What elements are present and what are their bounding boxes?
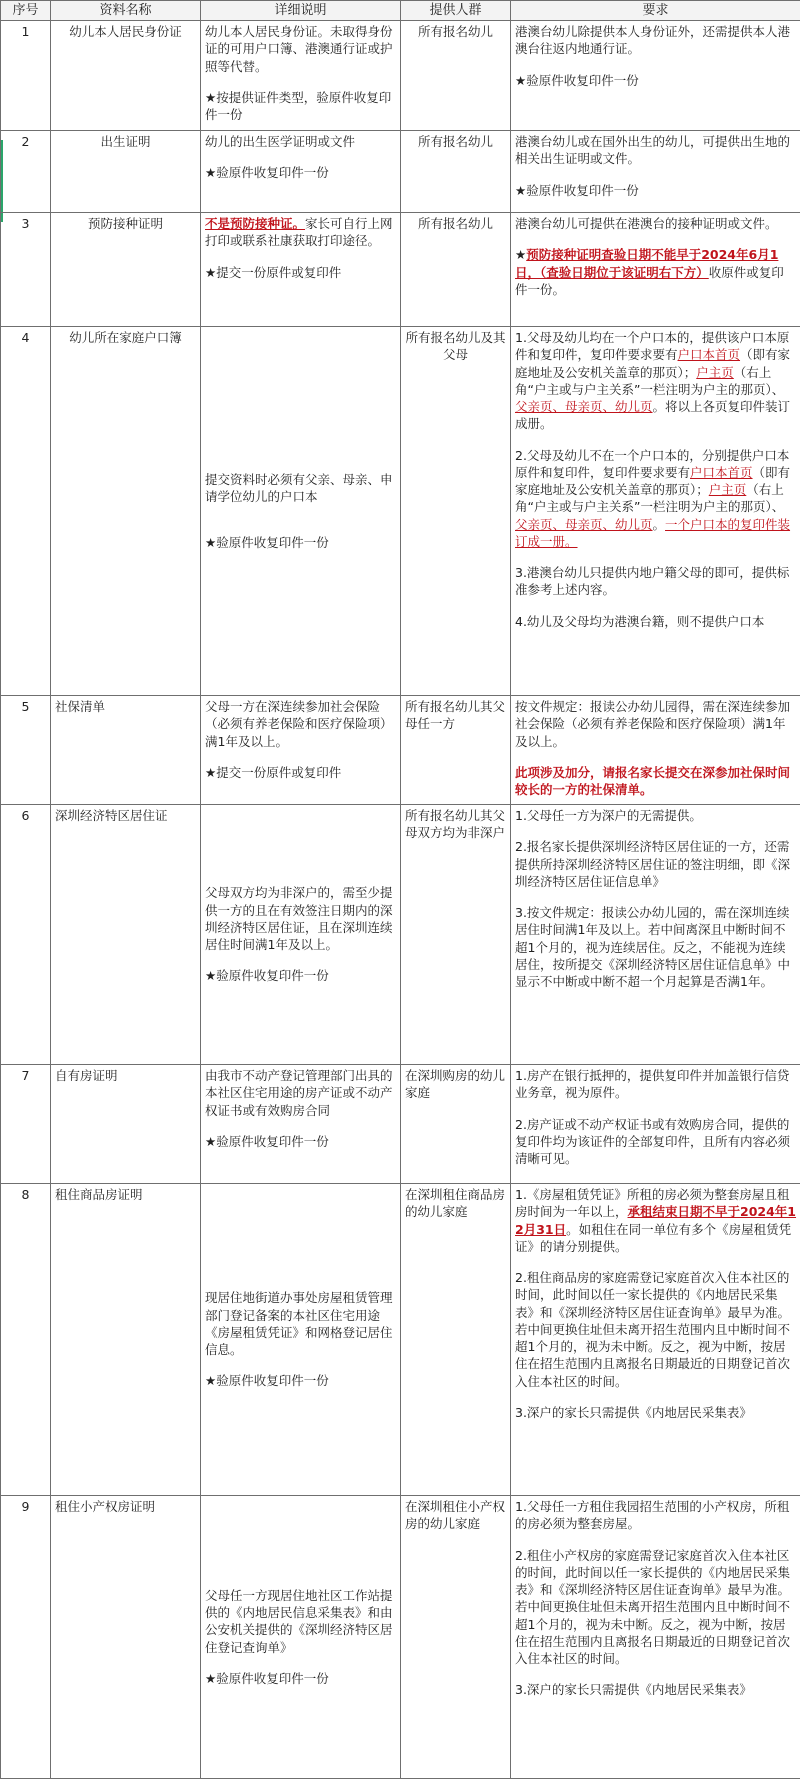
detail-text: 提交资料时必须有父亲、母亲、申请学位幼儿的户口本 bbox=[205, 472, 393, 505]
req-text: 。如租住在同一单位有多个《房屋租赁凭证》的请分别提供。 bbox=[515, 1221, 792, 1254]
req-rest: 收原件或复印件一份。 bbox=[515, 264, 784, 297]
req-item-3: 3.深户的家长只需提供《内地居民采集表》 bbox=[515, 1682, 752, 1698]
req-item-1: 1.房产在银行抵押的，提供复印件并加盖银行信贷业务章，视为原件。 bbox=[515, 1068, 790, 1101]
table-row bbox=[1, 1065, 800, 1184]
table-row bbox=[1, 327, 800, 696]
row-requirement bbox=[511, 21, 800, 131]
req-text: （即有家庭地址及公安机关盖章的那页）； bbox=[515, 347, 791, 380]
detail-text: 父母一方在深连续参加社会保险（必须有养老保险和医疗保险项）满1年及以上。 bbox=[205, 699, 393, 749]
row-group: 在深圳租住小产权房的幼儿家庭 bbox=[401, 1496, 511, 1779]
req-text: 港澳台幼儿或在国外出生的幼儿，可提供出生地的相关出生证明或文件。 bbox=[515, 134, 791, 167]
detail-text: 父母双方均为非深户的，需至少提供一方的且在有效签注日期内的深圳经济特区居住证，且在深圳连续居住时间满1年及以上。 bbox=[205, 885, 393, 953]
table-row bbox=[1, 1184, 800, 1496]
req-highlight: 父亲页、母亲页、幼儿页 bbox=[515, 399, 653, 414]
table-row bbox=[1, 131, 800, 213]
row-index: 8 bbox=[1, 1184, 51, 1496]
req-item-2 bbox=[515, 447, 796, 551]
table-row bbox=[1, 21, 800, 131]
detail-note: ★提交一份原件或复印件 bbox=[205, 264, 342, 280]
row-requirement bbox=[511, 805, 800, 1065]
req-item-3: 3.按文件规定：报读公办幼儿园的，需在深圳连续居住时间满1年及以上。若中间离深且中断时间不超1个月的，视为连续居住。反之，不能视为连续居住，按所提交《深圳经济特区居住证信息单》中显示不中断或中断不超一个月起算是否满1年。 bbox=[515, 905, 791, 989]
row-group: 所有报名幼儿其父母双方均为非深户 bbox=[401, 805, 511, 1065]
req-item-2: 2.租住小产权房的家庭需登记家庭首次入住本社区的时间，此时间以任一家长提供的《内地居民采集表》和《深圳经济特区居住证查询单》最早为准。若中间更换住址但未离开招生范围内且中断时间不超1个月的，视为未中断。反之，视为中断，按居住在招生范围内且离报名日期最近的日期登记首次入住本社区的时间。 bbox=[515, 1547, 791, 1666]
header-name: 资料名称 bbox=[51, 1, 201, 21]
row-detail bbox=[201, 131, 401, 213]
row-name: 幼儿所在家庭户口簿 bbox=[51, 327, 201, 696]
row-detail bbox=[201, 327, 401, 696]
row-group: 所有报名幼儿其父母任一方 bbox=[401, 696, 511, 805]
req-highlight: 户主页 bbox=[708, 482, 747, 497]
req-highlight: 户口本首页 bbox=[690, 464, 753, 480]
row-name: 幼儿本人居民身份证 bbox=[51, 21, 201, 131]
row-requirement bbox=[511, 1065, 800, 1184]
row-group: 所有报名幼儿 bbox=[401, 21, 511, 131]
row-index: 2 bbox=[1, 131, 51, 213]
header-detail: 详细说明 bbox=[201, 1, 401, 21]
row-detail bbox=[201, 1065, 401, 1184]
req-text: （右上角“户主或与户主关系”一栏注明为户主的那页）、 bbox=[515, 482, 785, 515]
table-row bbox=[1, 805, 800, 1065]
row-detail bbox=[201, 21, 401, 131]
row-group: 在深圳购房的幼儿家庭 bbox=[401, 1065, 511, 1184]
detail-text: 幼儿本人居民身份证。未取得身份证的可用户口簿、港澳通行证或护照等代替。 bbox=[205, 24, 393, 74]
req-item-3: 3.港澳台幼儿只提供内地户籍父母的即可，提供标准参考上述内容。 bbox=[515, 565, 790, 598]
req-item-3: 3.深户的家长只需提供《内地居民采集表》 bbox=[515, 1404, 752, 1420]
req-text: 港澳台幼儿除提供本人身份证外，还需提供本人港澳台往返内地通行证。 bbox=[515, 24, 791, 57]
table-row bbox=[1, 1496, 800, 1779]
row-requirement bbox=[511, 131, 800, 213]
row-index: 6 bbox=[1, 805, 51, 1065]
row-name: 租住小产权房证明 bbox=[51, 1496, 201, 1779]
req-text: 。将以上各页复印件装订成册。 bbox=[515, 399, 791, 432]
detail-note: ★验原件收复印件一份 bbox=[205, 1373, 329, 1389]
detail-text: 幼儿的出生医学证明或文件 bbox=[205, 134, 356, 149]
req-item-2: 2.租住商品房的家庭需登记家庭首次入住本社区的时间，此时间以任一家长提供的《内地居民采集表》和《深圳经济特区居住证查询单》最早为准。若中间更换住址但未离开招生范围内且中断时间不超1个月的，视为未中断。反之，视为中断，按居住在招生范围内且离报名日期最近的日期登记首次入住本社区的时间。 bbox=[515, 1270, 791, 1389]
detail-text: 父母任一方现居住地社区工作站提供的《内地居民信息采集表》和由公安机关提供的《深圳经济特区居住登记查询单》 bbox=[205, 1587, 393, 1655]
req-note bbox=[515, 246, 796, 298]
row-index: 5 bbox=[1, 696, 51, 805]
req-item-4: 4.幼儿及父母均为港澳台籍，则不提供户口本 bbox=[515, 613, 765, 629]
detail-note: ★验原件收复印件一份 bbox=[205, 968, 329, 984]
row-name: 租住商品房证明 bbox=[51, 1184, 201, 1496]
row-requirement bbox=[511, 1184, 800, 1496]
req-item-1 bbox=[515, 1186, 796, 1255]
detail-warning: 不是预防接种证。 bbox=[205, 216, 306, 231]
detail-note: ★验原件收复印件一份 bbox=[205, 1133, 329, 1149]
detail-rest: 家长可自行上网打印或联系社康获取打印途径。 bbox=[205, 216, 393, 249]
row-requirement bbox=[511, 327, 800, 696]
header-requirement: 要求 bbox=[511, 1, 800, 21]
row-group: 所有报名幼儿 bbox=[401, 213, 511, 327]
req-item-2: 2.房产证或不动产权证书或有效购房合同，提供的复印件均为该证件的全部复印件，且所有内容必须清晰可见。 bbox=[515, 1116, 791, 1166]
req-text: 1.父母及幼儿均在一个户口本的，提供该户口本原件和复印件，复印件要求要有 bbox=[515, 330, 790, 363]
row-group: 所有报名幼儿 bbox=[401, 131, 511, 213]
req-note: ★验原件收复印件一份 bbox=[515, 72, 639, 88]
header-index: 序号 bbox=[1, 1, 51, 21]
row-index: 1 bbox=[1, 21, 51, 131]
table-row bbox=[1, 213, 800, 327]
req-highlight: 户主页 bbox=[696, 364, 734, 380]
row-requirement bbox=[511, 696, 800, 805]
req-item-1 bbox=[515, 329, 796, 433]
req-highlight: 户口本首页 bbox=[677, 347, 741, 363]
header-row bbox=[1, 1, 800, 21]
row-detail bbox=[201, 805, 401, 1065]
row-index: 4 bbox=[1, 327, 51, 696]
req-text: 2.父母及幼儿不在一个户口本的，分别提供户口本原件和复印件，复印件要求要有 bbox=[515, 447, 790, 480]
req-warning: 预防接种证明查验日期不能早于2024年6月1日，（查验日期位于该证明右下方） bbox=[515, 247, 779, 280]
req-highlight: 父亲页、母亲页、幼儿页 bbox=[515, 516, 653, 532]
detail-note: ★提交一份原件或复印件 bbox=[205, 764, 342, 780]
detail-note: ★验原件收复印件一份 bbox=[205, 534, 329, 550]
detail-note: ★按提供证件类型，验原件收复印件一份 bbox=[205, 89, 392, 122]
row-name: 预防接种证明 bbox=[51, 213, 201, 327]
row-detail bbox=[201, 213, 401, 327]
req-text: 1.《房屋租赁凭证》所租的房必须为整套房屋且租房时间为一年以上， bbox=[515, 1187, 790, 1220]
row-detail bbox=[201, 1496, 401, 1779]
req-item-1: 1.父母任一方租住我园招生范围的小产权房，所租的房必须为整套房屋。 bbox=[515, 1499, 790, 1532]
req-text: （即有家庭地址及公安机关盖章的那页）； bbox=[515, 464, 791, 497]
req-highlight: 承租结束日期不早于2024年12月31日 bbox=[515, 1204, 797, 1237]
row-group: 所有报名幼儿及其父母 bbox=[401, 327, 511, 696]
req-text: 。 bbox=[652, 516, 666, 532]
req-text: （右上角“户主或与户主关系”一栏注明为户主的那页）、 bbox=[515, 364, 785, 397]
row-index: 7 bbox=[1, 1065, 51, 1184]
req-item-2: 2.报名家长提供深圳经济特区居住证的一方，还需提供所持深圳经济特区居住证的签注明细，即《深圳经济特区居住证信息单》 bbox=[515, 839, 791, 889]
req-highlight: 一个户口本的复印件装订成一册。 bbox=[515, 516, 791, 549]
row-detail bbox=[201, 696, 401, 805]
row-detail bbox=[201, 1184, 401, 1496]
req-note: ★验原件收复印件一份 bbox=[515, 182, 639, 198]
row-name: 出生证明 bbox=[51, 131, 201, 213]
row-name: 自有房证明 bbox=[51, 1065, 201, 1184]
detail-note: ★验原件收复印件一份 bbox=[205, 165, 329, 181]
header-group: 提供人群 bbox=[401, 1, 511, 21]
table-row bbox=[1, 696, 800, 805]
req-text: 港澳台幼儿可提供在港澳台的接种证明或文件。 bbox=[515, 216, 778, 231]
row-index: 3 bbox=[1, 213, 51, 327]
detail-note: ★验原件收复印件一份 bbox=[205, 1670, 329, 1686]
req-warning: 此项涉及加分，请报名家长提交在深参加社保时间较长的一方的社保清单。 bbox=[515, 764, 791, 797]
star-mark: ★ bbox=[515, 247, 527, 263]
req-item-1: 1.父母任一方为深户的无需提供。 bbox=[515, 808, 702, 823]
detail-text bbox=[205, 215, 396, 250]
row-requirement bbox=[511, 1496, 800, 1779]
row-requirement bbox=[511, 213, 800, 327]
detail-text: 现居住地街道办事处房屋租赁管理部门登记备案的本社区住宅用途《房屋租赁凭证》和网格登记居住信息。 bbox=[205, 1290, 393, 1358]
row-group: 在深圳租住商品房的幼儿家庭 bbox=[401, 1184, 511, 1496]
row-name: 社保清单 bbox=[51, 696, 201, 805]
req-text: 按文件规定：报读公办幼儿园得，需在深连续参加社会保险（必须有养老保险和医疗保险项）满1年及以上。 bbox=[515, 699, 791, 749]
row-index: 9 bbox=[1, 1496, 51, 1779]
detail-text: 由我市不动产登记管理部门出具的本社区住宅用途的房产证或不动产权证书或有效购房合同 bbox=[205, 1068, 393, 1118]
row-name: 深圳经济特区居住证 bbox=[51, 805, 201, 1065]
